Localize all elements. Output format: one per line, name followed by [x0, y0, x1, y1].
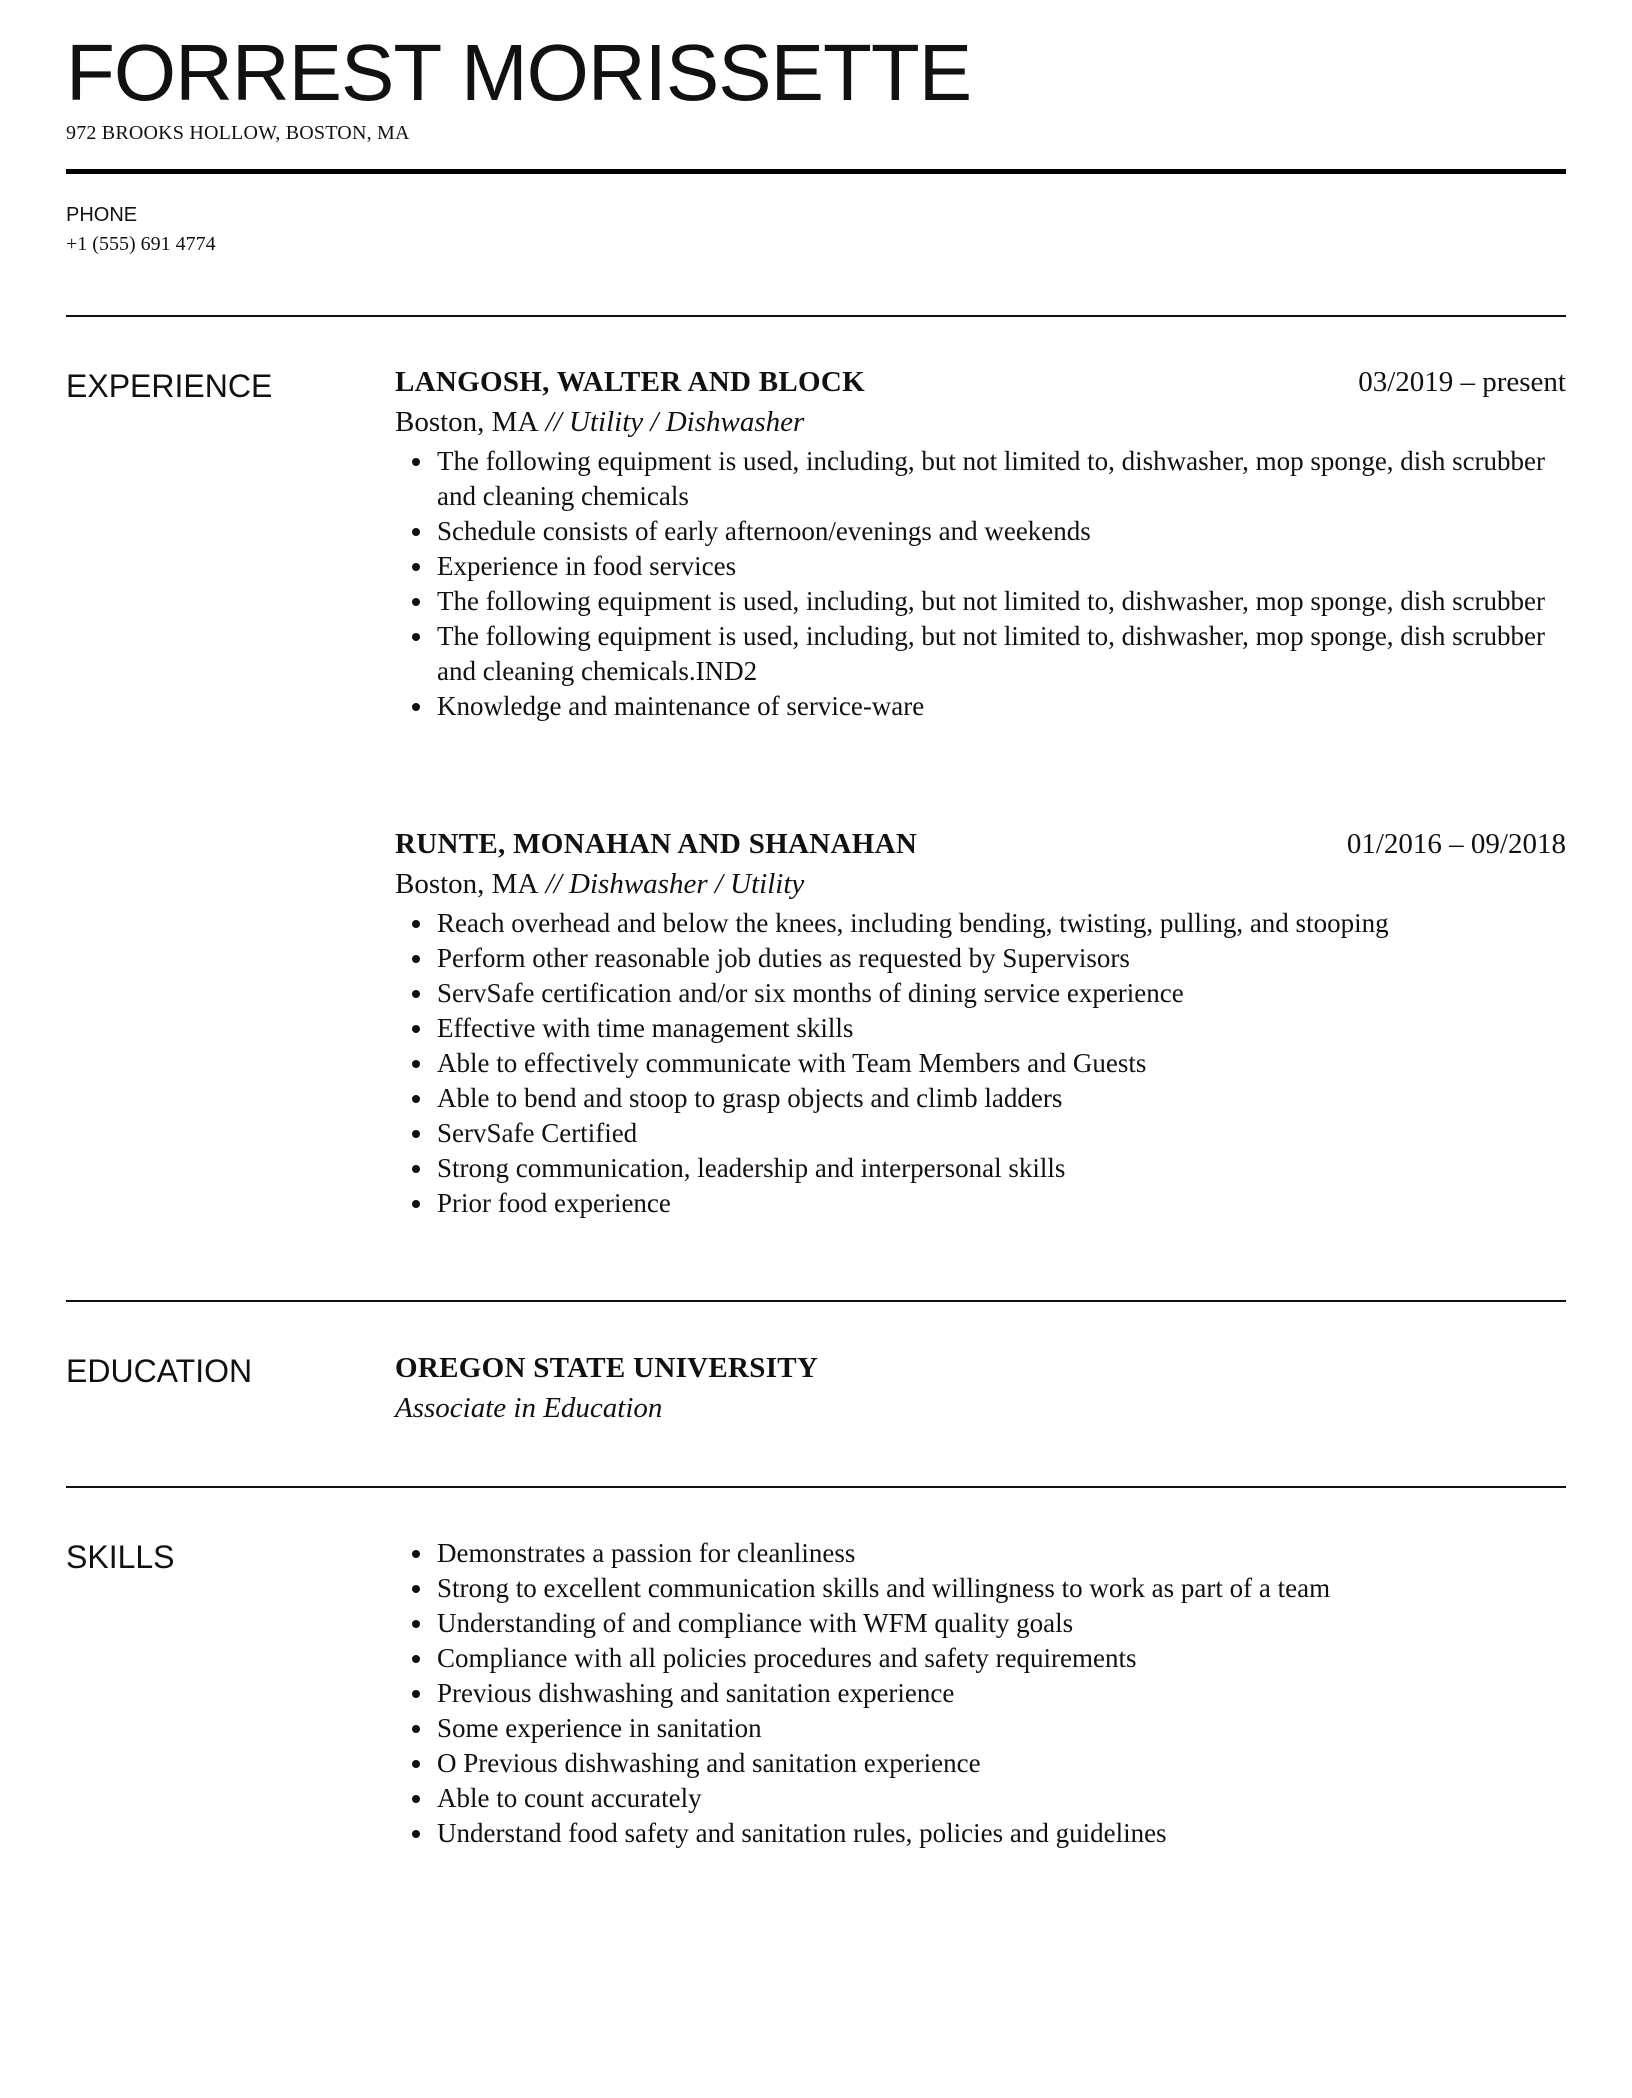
candidate-name: FORREST MORISSETTE: [66, 28, 972, 117]
degree: Associate in Education: [395, 1392, 663, 1424]
list-item: ServSafe Certified: [395, 1116, 1566, 1151]
list-item: Prior food experience: [395, 1186, 1566, 1221]
list-item: Schedule consists of early afternoon/evenings and weekends: [395, 514, 1566, 549]
section-divider: [66, 315, 1566, 317]
list-item: Experience in food services: [395, 549, 1566, 584]
list-item: Some experience in sanitation: [395, 1711, 1566, 1746]
candidate-address: 972 BROOKS HOLLOW, BOSTON, MA: [66, 122, 410, 144]
experience-section: [395, 362, 1566, 724]
job-dates: 01/2016 – 09/2018: [1346, 828, 1566, 860]
experience-section-2: [395, 824, 1566, 1221]
list-item: The following equipment is used, including, but not limited to, dishwasher, mop sponge, dish scrubber and cleaning chemicals: [395, 444, 1566, 514]
list-item: Knowledge and maintenance of service-ware: [395, 689, 1566, 724]
list-item: Able to bend and stoop to grasp objects and climb ladders: [395, 1081, 1566, 1116]
list-item: Understanding of and compliance with WFM quality goals: [395, 1606, 1566, 1641]
job-title: Dishwasher / Utility: [569, 868, 805, 900]
experience-heading: EXPERIENCE: [66, 368, 273, 404]
job-separator: //: [538, 868, 570, 900]
education-heading: EDUCATION: [66, 1353, 253, 1389]
skills-heading: SKILLS: [66, 1539, 175, 1575]
phone-label: PHONE: [66, 204, 138, 226]
list-item: O Previous dishwashing and sanitation experience: [395, 1746, 1566, 1781]
list-item: Able to effectively communicate with Team Members and Guests: [395, 1046, 1566, 1081]
job-separator: //: [538, 406, 570, 438]
section-divider: [66, 1486, 1566, 1488]
job-duties-list: [395, 444, 1566, 724]
list-item: ServSafe certification and/or six months of dining service experience: [395, 976, 1566, 1011]
section-divider: [66, 1300, 1566, 1302]
list-item: Strong communication, leadership and interpersonal skills: [395, 1151, 1566, 1186]
skills-list: [395, 1536, 1566, 1851]
job-dates: 03/2019 – present: [1358, 366, 1566, 398]
job-entry: [395, 824, 1566, 1221]
list-item: Compliance with all policies procedures and safety requirements: [395, 1641, 1566, 1676]
list-item: Perform other reasonable job duties as requested by Supervisors: [395, 941, 1566, 976]
list-item: Demonstrates a passion for cleanliness: [395, 1536, 1566, 1571]
job-duties-list: [395, 906, 1566, 1221]
list-item: Able to count accurately: [395, 1781, 1566, 1816]
phone-number: +1 (555) 691 4774: [66, 233, 216, 255]
list-item: The following equipment is used, including, but not limited to, dishwasher, mop sponge, dish scrubber and cleaning chemicals.IND2: [395, 619, 1566, 689]
job-location: Boston, MA: [395, 406, 539, 438]
job-entry: [395, 362, 1566, 724]
list-item: Strong to excellent communication skills and willingness to work as part of a team: [395, 1571, 1566, 1606]
education-section: [395, 1348, 1566, 1428]
job-title: Utility / Dishwasher: [569, 406, 805, 438]
list-item: Understand food safety and sanitation rules, policies and guidelines: [395, 1816, 1566, 1851]
job-company: RUNTE, MONAHAN AND SHANAHAN: [395, 828, 918, 860]
list-item: Reach overhead and below the knees, including bending, twisting, pulling, and stooping: [395, 906, 1566, 941]
list-item: The following equipment is used, including, but not limited to, dishwasher, mop sponge, dish scrubber: [395, 584, 1566, 619]
skills-section: [395, 1536, 1566, 1851]
school-name: OREGON STATE UNIVERSITY: [395, 1352, 819, 1384]
job-company: LANGOSH, WALTER AND BLOCK: [395, 366, 866, 398]
header-divider: [66, 169, 1566, 174]
list-item: Effective with time management skills: [395, 1011, 1566, 1046]
job-location: Boston, MA: [395, 868, 539, 900]
list-item: Previous dishwashing and sanitation experience: [395, 1676, 1566, 1711]
